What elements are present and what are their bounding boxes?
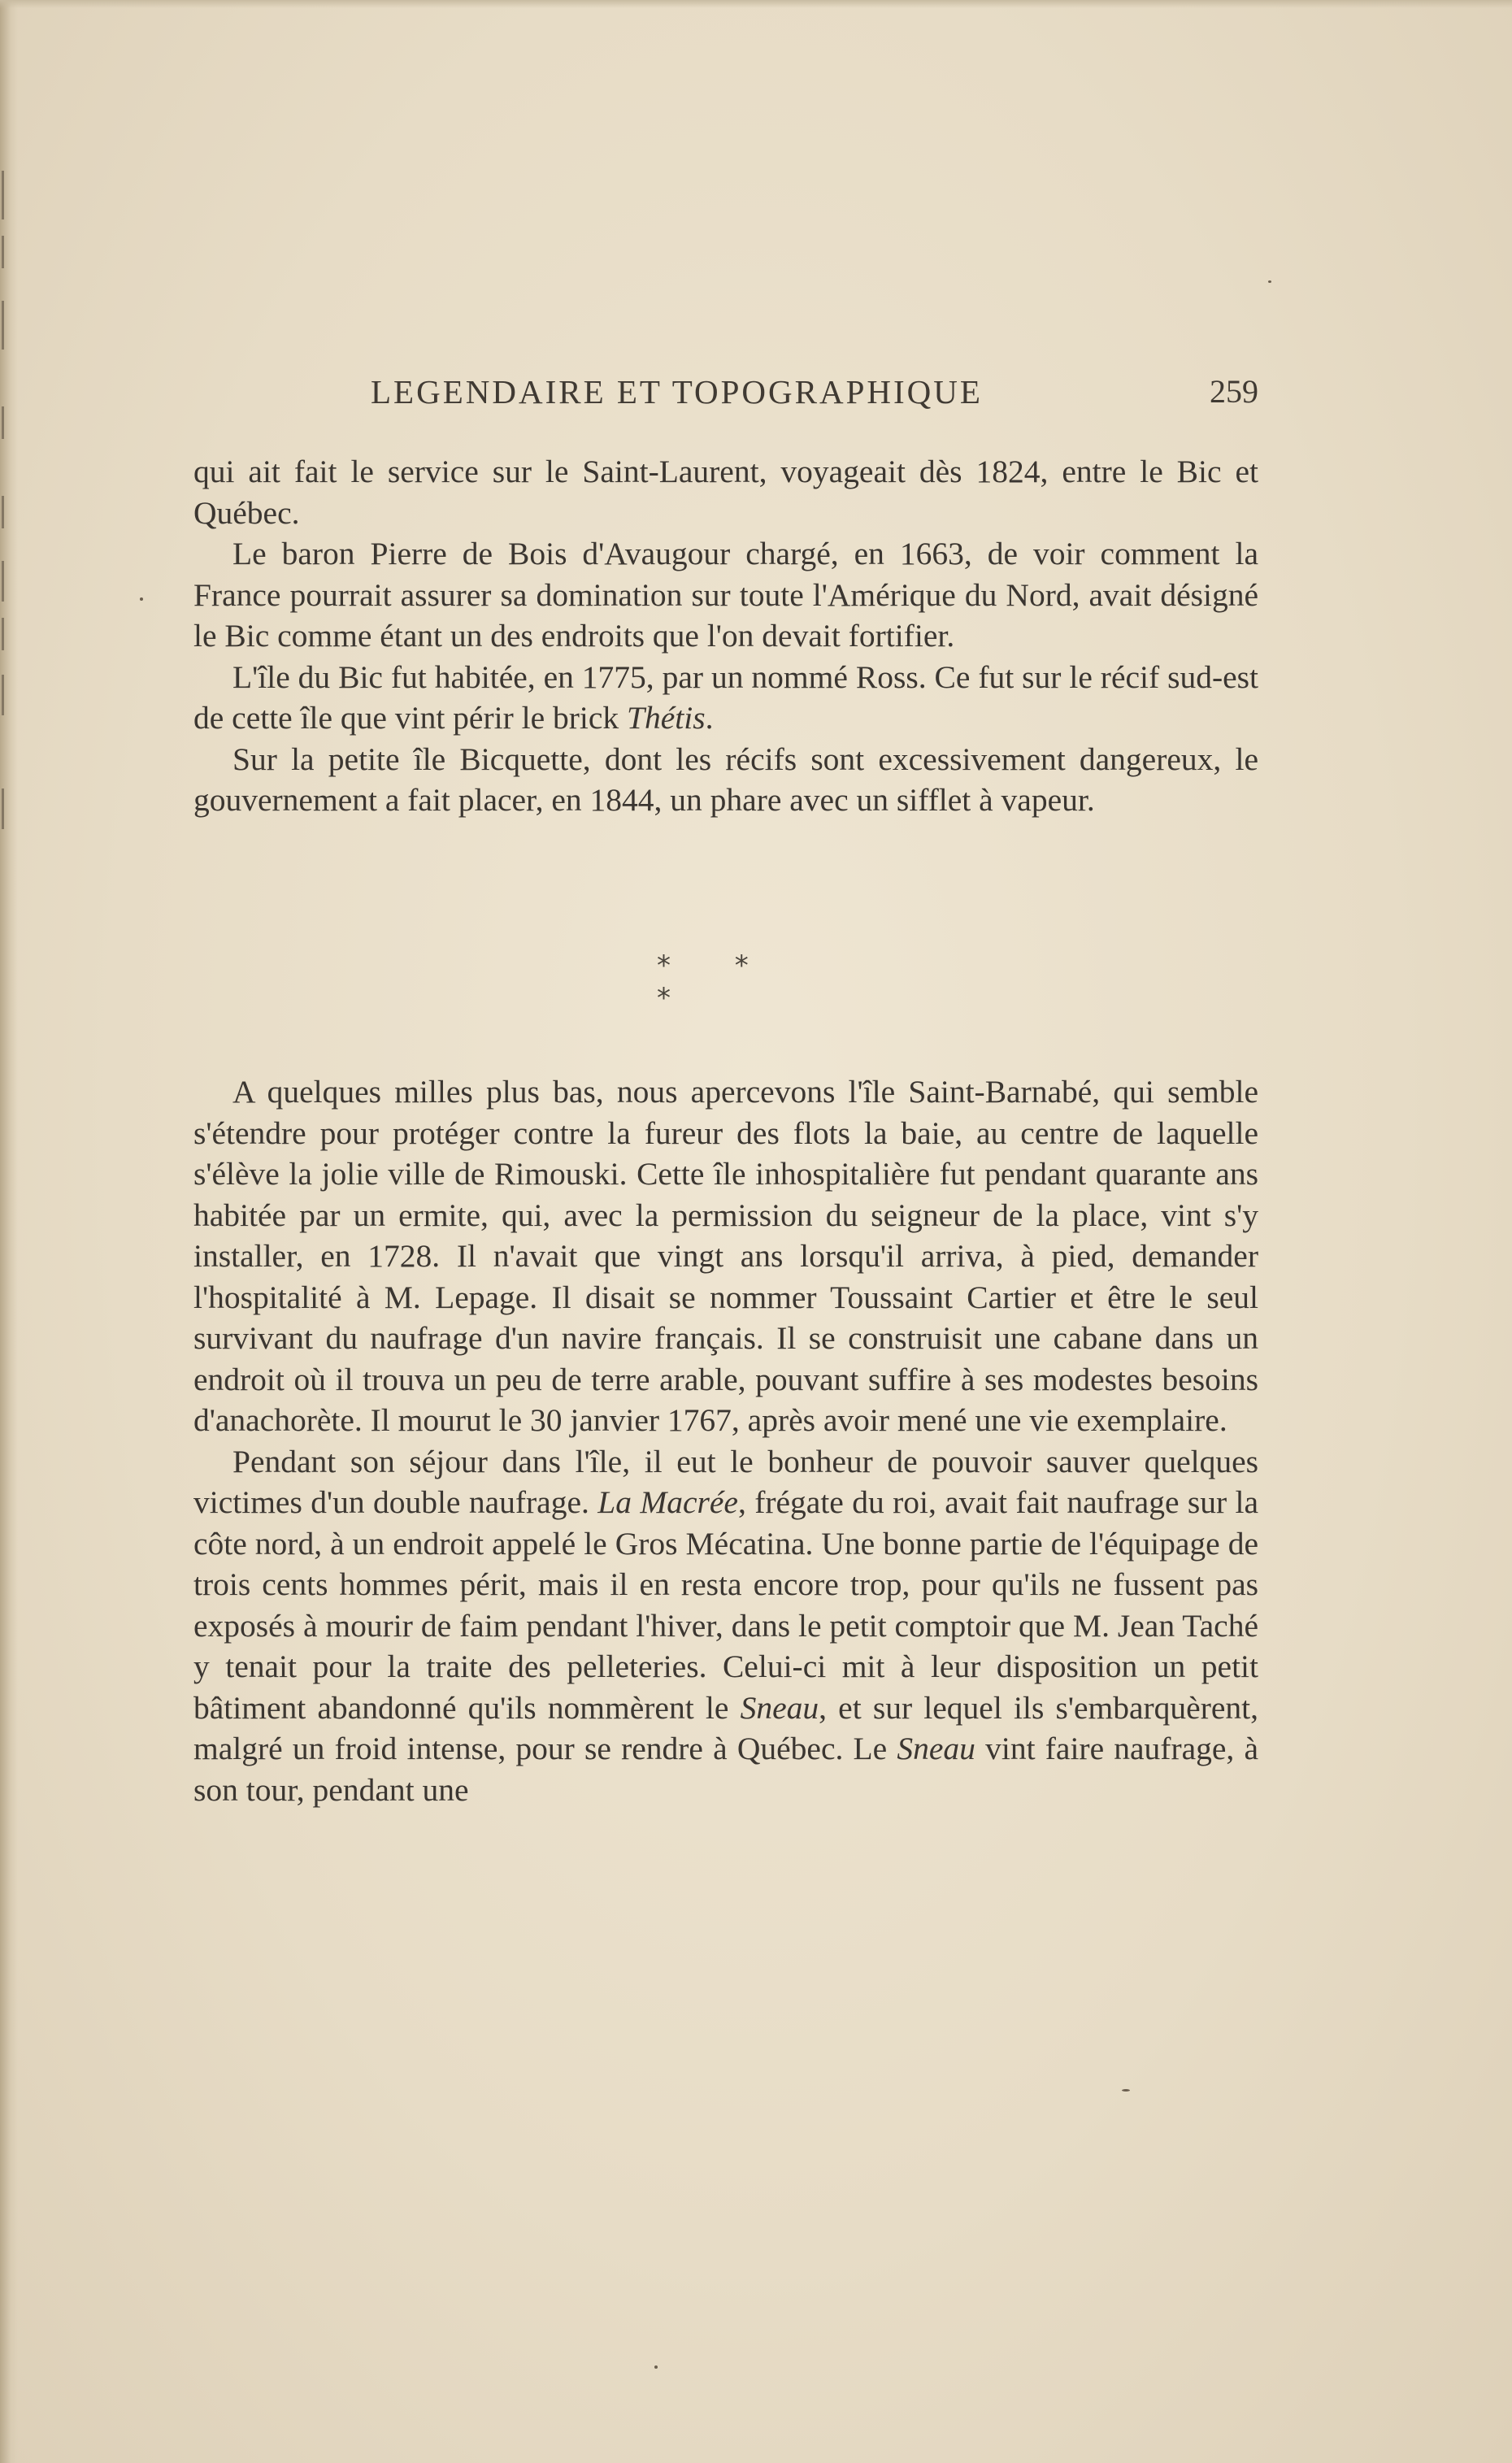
paper-speck — [654, 2365, 658, 2369]
binding-mark — [2, 406, 4, 439]
paragraph — [193, 1441, 1258, 1811]
binding-mark — [2, 618, 4, 650]
paragraph-text: , et sur lequel ils s'embarquèrent, malgré un froid intense, pour se rendre à Québec. Le — [193, 1689, 1258, 1766]
binding-mark — [2, 496, 4, 528]
ship-name-sneau: Sneau — [897, 1731, 975, 1766]
section-separator: * * * — [657, 949, 776, 1014]
paragraph: qui ait fait le service sur le Saint-Laurent, voyageait dès 1824, entre le Bic et Québec. — [193, 454, 1258, 531]
paragraph-text: vint faire naufrage, à son tour, pendant une — [193, 1731, 1259, 1808]
binding-mark — [2, 236, 4, 268]
binding-mark — [2, 561, 4, 602]
paper-speck — [1122, 2089, 1130, 2092]
ship-name-macree: La Macrée — [597, 1484, 738, 1520]
binding-mark — [2, 301, 4, 350]
paragraph — [193, 657, 1258, 739]
text-block-top — [193, 451, 1258, 821]
punctuation: . — [705, 700, 714, 736]
paragraph-text: L'île du Bic fut habitée, en 1775, par un nommé Ross. Ce fut sur le récif sud-est de cette île que vint périr le brick — [193, 658, 1258, 736]
paragraph-text: , frégate du roi, avait fait naufrage sur la côte nord, à un endroit appelé le Gros Mécatina. Une bonne partie de l'équipage de trois cents hommes périt, mais il en resta encore trop, pour qu'ils ne fussent pas exposés à mourir de faim pendant l'hiver, dans le petit comptoir que M. Jean Taché y tenait pour la traite des pelleteries. Celui-ci mit à leur disposition un petit bâtiment abandonné qu'ils nommèrent le — [193, 1484, 1259, 1726]
running-title: LEGENDAIRE ET TOPOGRAPHIQUE — [371, 373, 983, 410]
running-head — [193, 372, 1258, 429]
binding-mark — [2, 788, 4, 829]
binding-mark — [2, 171, 4, 219]
paragraph: Le baron Pierre de Bois d'Avaugour chargé, en 1663, de voir comment la France pourrait assurer sa domination sur toute l'Amérique du Nord, avait désigné le Bic comme étant un des endroits que l'on devait fortifier. — [193, 536, 1258, 654]
ship-name-thetis: Thétis — [627, 700, 706, 736]
paragraph: Sur la petite île Bicquette, dont les récifs sont excessivement dangereux, le gouvernement a fait placer, en 1844, un phare avec un sifflet à vapeur. — [193, 741, 1258, 818]
paragraph: A quelques milles plus bas, nous apercevons l'île Saint-Barnabé, qui semble s'étendre pour protéger contre la fureur des flots la baie, au centre de laquelle s'élève la jolie ville de Rimouski. Cette île inhospitalière fut pendant quarante ans habitée par un ermite, qui, avec la permission du seigneur de la place, vint s'y installer, en 1728. Il n'avait que vingt ans lorsqu'il arriva, à pied, demander l'hospitalité à M. Lepage. Il disait se nommer Toussaint Cartier et être le seul survivant du naufrage d'un navire français. Il se construisit une cabane dans un endroit où il trouva un peu de terre arable, pouvant suffire à ses modestes besoins d'anachorète. Il mourut le 30 janvier 1767, après avoir mené une vie exemplaire. — [193, 1074, 1258, 1438]
page-binding-edge — [0, 0, 18, 2463]
paper-speck — [1268, 280, 1271, 283]
paragraph-text: Pendant son séjour dans l'île, il eut le bonheur de pouvoir sauver quelques victimes d'un double naufrage. — [193, 1443, 1258, 1520]
binding-mark — [2, 675, 4, 715]
paper-speck — [140, 597, 143, 601]
ship-name-sneau: Sneau — [740, 1689, 819, 1726]
page-top-shadow — [0, 0, 1512, 8]
page-number: 259 — [1210, 373, 1258, 410]
text-block-bottom — [193, 1071, 1258, 1810]
